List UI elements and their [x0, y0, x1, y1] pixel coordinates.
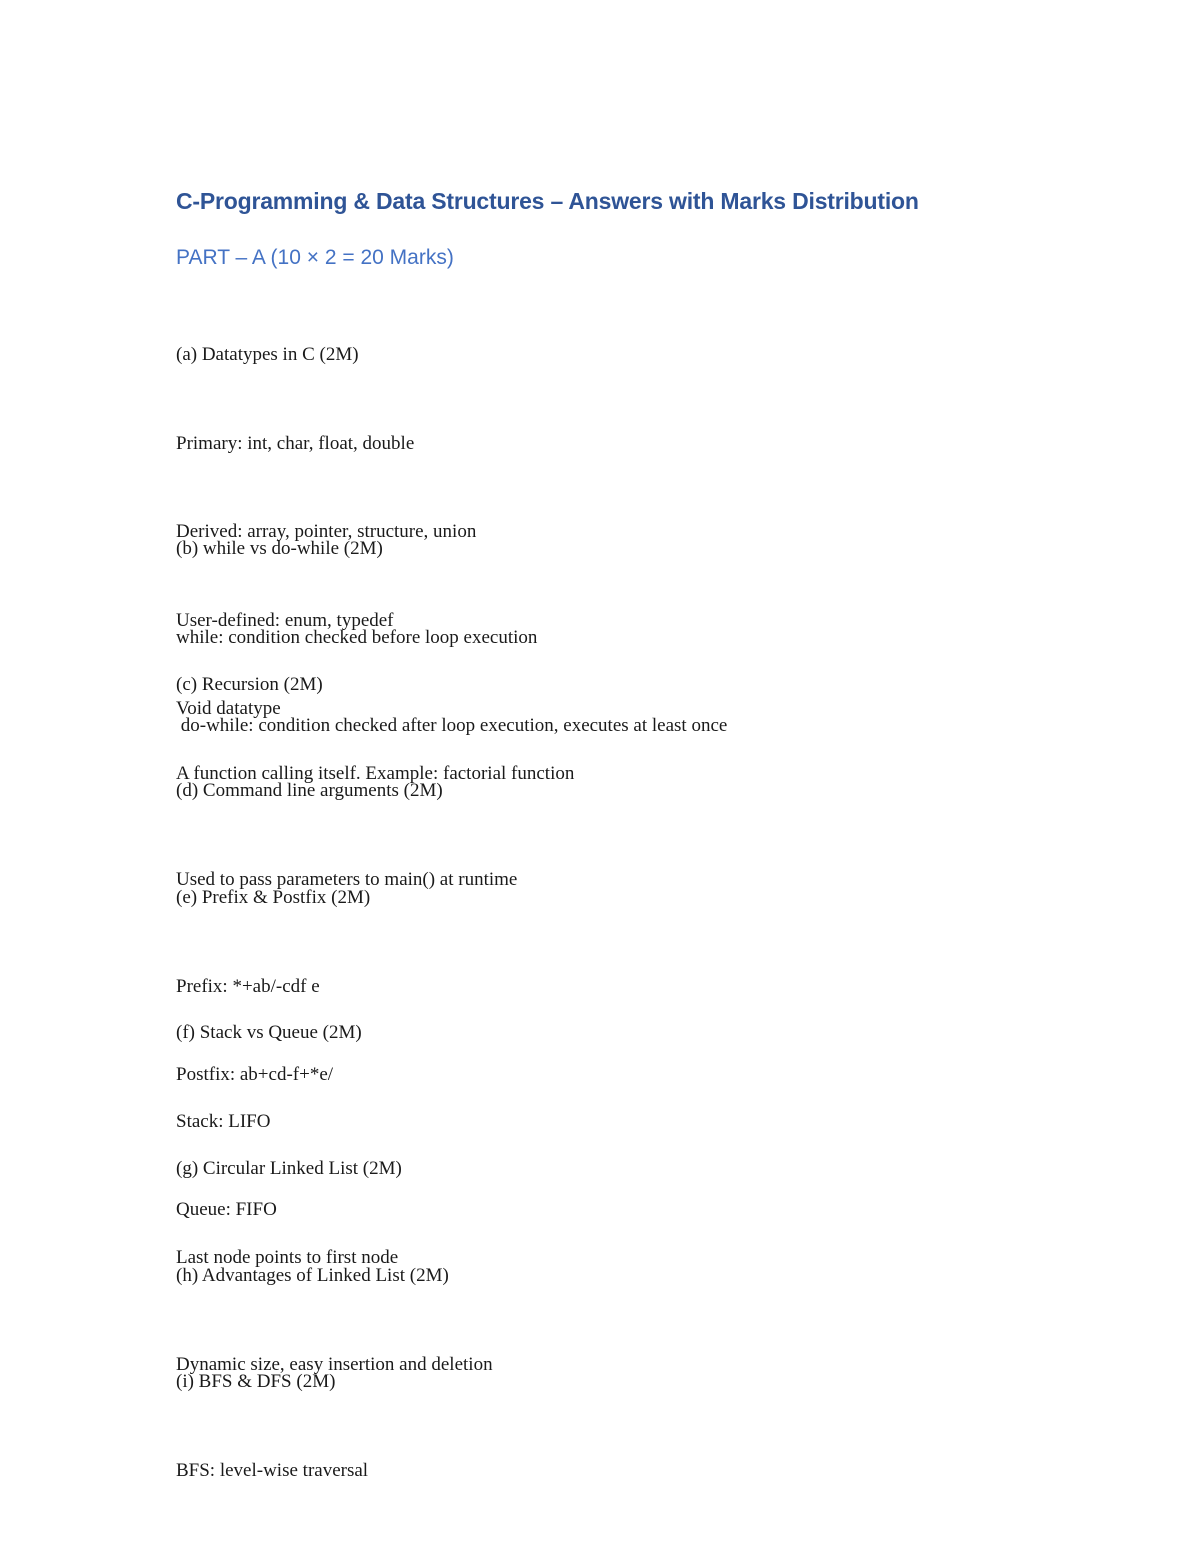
question-heading: (g) Circular Linked List (2M)	[176, 1158, 402, 1179]
question-heading: (i) BFS & DFS (2M)	[176, 1371, 336, 1392]
question-heading: (b) while vs do-while (2M)	[176, 538, 383, 559]
answer-line: A function calling itself. Example: factorial function	[176, 762, 575, 784]
answer-line: Dynamic size, easy insertion and deletion	[176, 1353, 493, 1375]
answer-line: Last node points to first node	[176, 1246, 399, 1268]
question-heading: (f) Stack vs Queue (2M)	[176, 1022, 362, 1043]
question-heading: (e) Prefix & Postfix (2M)	[176, 887, 371, 908]
question-heading: (d) Command line arguments (2M)	[176, 780, 443, 801]
answer-line: Derived: array, pointer, structure, union	[176, 521, 477, 542]
answer-line: BFS: level-wise traversal	[176, 1459, 369, 1481]
question-heading: (c) Recursion (2M)	[176, 674, 323, 695]
answer-line: User-defined: enum, typedef	[176, 609, 394, 631]
answer-line: Primary: int, char, float, double	[176, 432, 415, 454]
answer-line: Queue: FIFO	[176, 1199, 277, 1220]
question-block-i	[176, 1308, 368, 1544]
answer-line: Postfix: ab+cd-f+*e/	[176, 1064, 334, 1085]
answer-line: Void datatype	[176, 698, 281, 719]
answer-line: Stack: LIFO	[176, 1110, 271, 1132]
question-heading: (a) Datatypes in C (2M)	[176, 344, 359, 365]
question-heading: (h) Advantages of Linked List (2M)	[176, 1265, 449, 1286]
answer-line: Prefix: *+ab/-cdf e	[176, 975, 320, 997]
part-a-heading: PART – A (10 × 2 = 20 Marks)	[176, 246, 454, 269]
answer-line: do-while: condition checked after loop execution, executes at least once	[176, 715, 728, 736]
document-title: C-Programming & Data Structures – Answers with Marks Distribution	[176, 188, 919, 214]
answer-line: Used to pass parameters to main() at runtime	[176, 868, 518, 890]
answer-line: while: condition checked before loop execution	[176, 626, 538, 648]
